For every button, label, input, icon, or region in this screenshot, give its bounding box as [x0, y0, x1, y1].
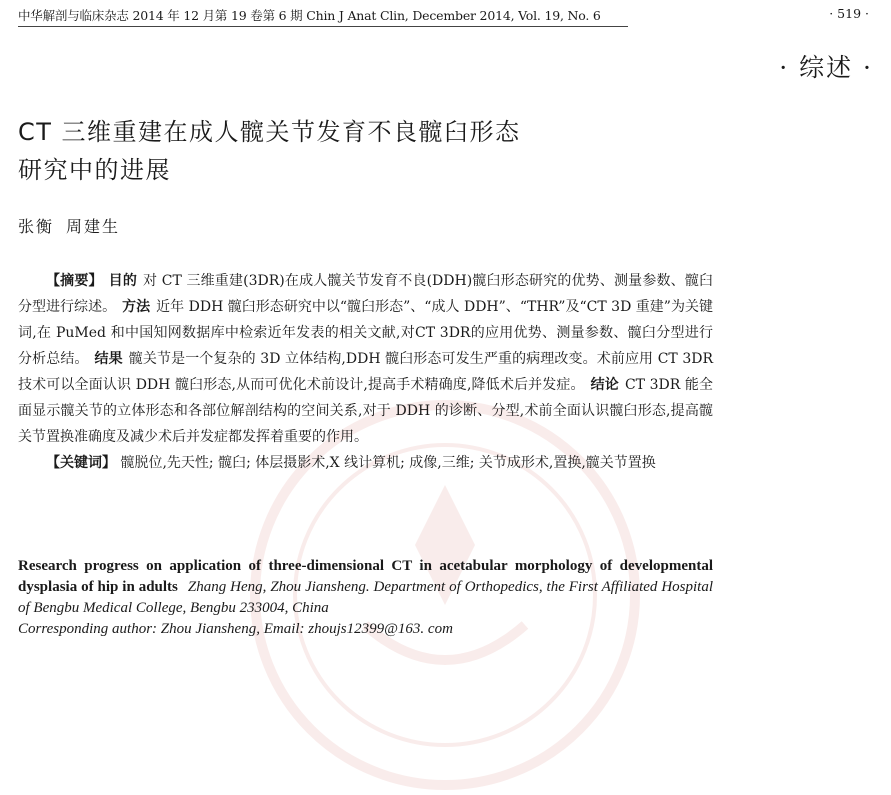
title-line-1: CT 三维重建在成人髋关节发育不良髋臼形态	[18, 118, 521, 146]
keywords-text: 髋脱位,先天性; 髋臼; 体层摄影术,X 线计算机; 成像,三维; 关节成形术,置换,髋关节置换	[120, 455, 656, 471]
abstract-label: 【摘要】	[46, 273, 103, 289]
methods-text: 近年 DDH 髋臼形态研究中以“髋臼形态”、“成人 DDH”、“THR”及“CT 3D 重建”为关键词,在 PuMed 和中国知网数据库中检索近年发表的相关文献,对CT 3DR的应用优势、测量参数、髋臼分型进行分析总结。	[18, 299, 713, 367]
author-name: 张衡	[18, 217, 55, 236]
english-affiliation: Zhang Heng, Zhou Jiansheng. Department of Orthopedics, the First Affiliated Hospital of Bengbu Medical College, Bengbu 233004, China	[18, 579, 713, 616]
title-line-2: 研究中的进展	[18, 156, 171, 184]
english-title-and-affiliation	[18, 556, 713, 619]
abstract	[18, 268, 713, 476]
methods-label: 方法	[122, 299, 151, 315]
english-title: Research progress on application of three-dimensional CT in acetabular morphology of developmental dysplasia of hip in adults	[18, 558, 713, 595]
abstract-paragraph	[18, 268, 713, 450]
article-title	[18, 113, 668, 189]
page-number: · 519 ·	[829, 6, 869, 21]
objective-label: 目的	[108, 273, 138, 289]
conclusion-text: CT 3DR 能全面显示髋关节的立体形态和各部位解剖结构的空间关系,对于 DDH 的诊断、分型,术前全面认识髋臼形态,提高髋关节置换准确度及减少术后并发症都发挥着重要的作用。	[18, 377, 713, 445]
running-head: 中华解剖与临床杂志 2014 年 12 月第 19 卷第 6 期 Chin J Anat Clin, December 2014, Vol. 19, No. 6	[18, 6, 628, 27]
author-list	[18, 214, 120, 237]
keywords-label: 【关键词】	[46, 455, 116, 471]
english-abstract-header	[18, 556, 713, 640]
results-label: 结果	[94, 351, 123, 367]
author-name: 周建生	[66, 217, 121, 236]
objective-text: 对 CT 三维重建(3DR)在成人髋关节发育不良(DDH)髋臼形态研究的优势、测量参数、髋臼分型进行综述。	[18, 273, 713, 315]
section-label: · 综述 ·	[779, 53, 873, 82]
conclusion-label: 结论	[590, 377, 619, 393]
corresponding-author: Corresponding author: Zhou Jiansheng, Email: zhoujs12399@163. com	[18, 621, 453, 637]
keywords-paragraph	[18, 450, 713, 476]
results-text: 髋关节是一个复杂的 3D 立体结构,DDH 髋臼形态可发生严重的病理改变。术前应用 CT 3DR 技术可以全面认识 DDH 髋臼形态,从而可优化术前设计,提高手术精确度,降低术后并发症。	[18, 351, 713, 393]
